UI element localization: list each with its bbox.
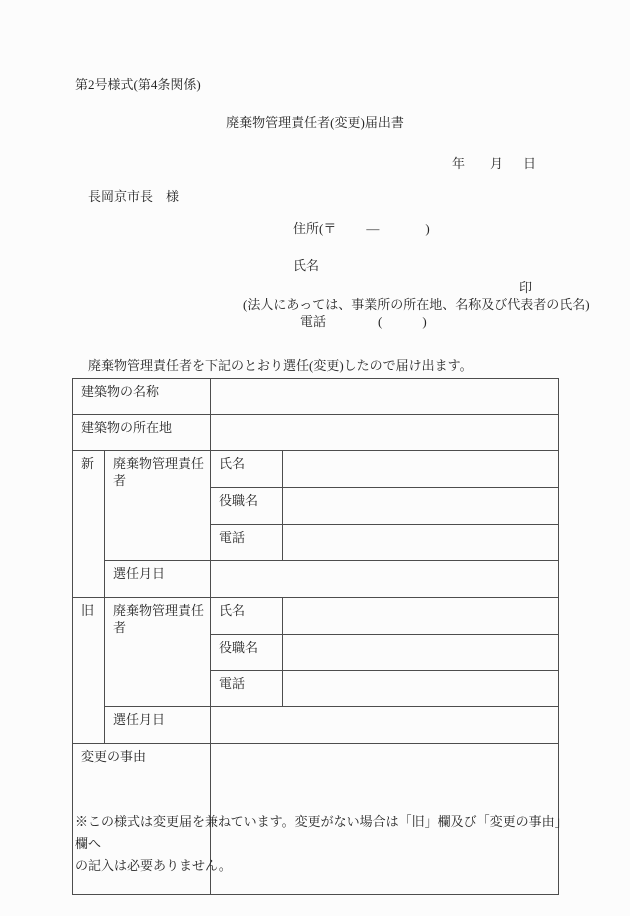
footer-note	[75, 811, 575, 877]
new-phone-field	[283, 525, 559, 561]
old-name-label: 氏名	[211, 598, 283, 635]
page-title: 廃棄物管理責任者(変更)届出書	[226, 115, 404, 130]
new-appointment-date-label: 選任月日	[105, 561, 211, 598]
old-phone-label: 電話	[211, 671, 283, 707]
phone-open-paren: (	[378, 314, 383, 329]
new-appointment-date-field	[211, 561, 559, 598]
old-jobtitle-field	[283, 635, 559, 671]
address-close-paren: )	[425, 221, 430, 236]
change-reason-label: 変更の事由	[73, 744, 211, 895]
old-appointment-date-field	[211, 707, 559, 744]
address-line	[293, 220, 430, 238]
old-appointment-date-label: 選任月日	[105, 707, 211, 744]
date-month-label: 月	[490, 156, 504, 171]
table-row	[73, 598, 559, 635]
building-address-field	[211, 415, 559, 451]
intro-sentence: 廃棄物管理責任者を下記のとおり選任(変更)したので届け出ます。	[75, 358, 473, 373]
table-row	[73, 707, 559, 744]
date-line	[452, 155, 536, 173]
name-label: 氏名	[293, 258, 320, 273]
corporation-note: (法人にあっては、事業所の所在地、名称及び代表者の氏名)	[243, 297, 590, 312]
address-label: 住所(〒	[293, 221, 337, 236]
footer-note-line: の記入は必要ありません。	[75, 858, 232, 873]
new-phone-label: 電話	[211, 525, 283, 561]
phone-close-paren: )	[422, 314, 427, 329]
building-address-label: 建築物の所在地	[73, 415, 211, 451]
form-number: 第2号様式(第4条関係)	[75, 77, 201, 92]
new-name-field	[283, 451, 559, 488]
old-phone-field	[283, 671, 559, 707]
table-row	[73, 379, 559, 415]
table-row	[73, 415, 559, 451]
table-row	[73, 561, 559, 598]
building-name-label: 建築物の名称	[73, 379, 211, 415]
old-jobtitle-label: 役職名	[211, 635, 283, 671]
table-row	[73, 451, 559, 488]
addressee: 長岡京市長 様	[88, 189, 180, 204]
new-manager-role-label: 廃棄物管理責任者	[105, 451, 211, 561]
footer-note-line: ※この様式は変更届を兼ねています。変更がない場合は「旧」欄及び「変更の事由」欄へ	[75, 814, 568, 851]
old-name-field	[283, 598, 559, 635]
date-year-label: 年	[452, 156, 466, 171]
old-section-label: 旧	[73, 598, 105, 744]
postal-code-dash: ―	[366, 221, 380, 236]
seal-label: 印	[519, 280, 533, 295]
new-jobtitle-field	[283, 488, 559, 525]
building-name-field	[211, 379, 559, 415]
phone-label: 電話	[300, 314, 327, 329]
new-jobtitle-label: 役職名	[211, 488, 283, 525]
date-day-label: 日	[523, 156, 537, 171]
old-manager-role-label: 廃棄物管理責任者	[105, 598, 211, 707]
new-section-label: 新	[73, 451, 105, 598]
new-name-label: 氏名	[211, 451, 283, 488]
phone-line	[300, 313, 427, 331]
